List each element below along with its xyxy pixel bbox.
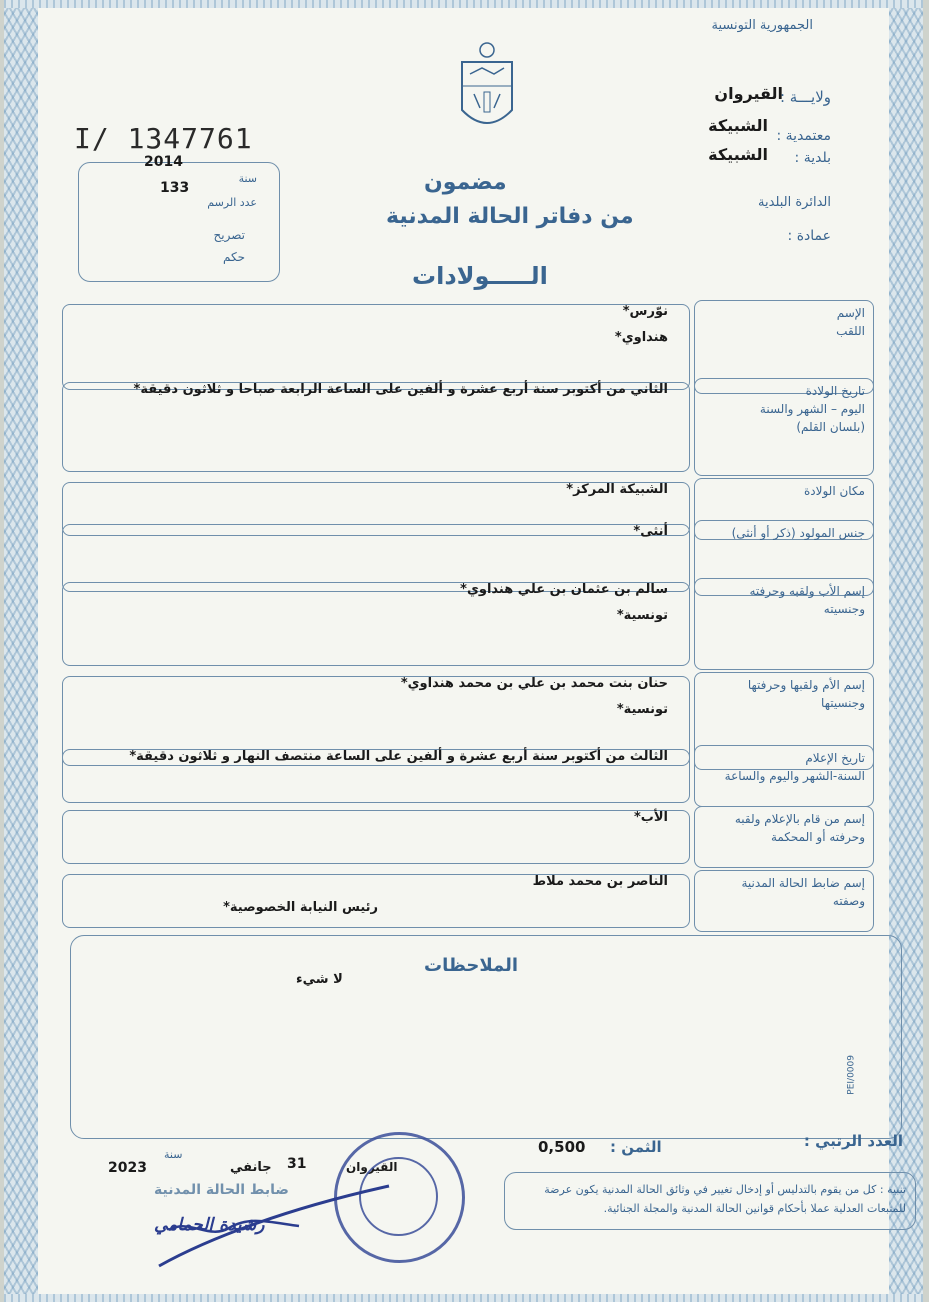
row-label: (بلسان القلم): [796, 420, 865, 434]
row-label: اليوم – الشهر والسنة: [759, 402, 865, 416]
row-label: اللقب: [836, 324, 865, 338]
row-value: الثاني من أكتوبر سنة أربع عشرة و ألفين على الساعة الرابعة صباحا و ثلاثون دقيقة*: [133, 382, 668, 397]
row-label: تاريخ الولادة: [805, 384, 865, 398]
security-border-left: [4, 0, 38, 1302]
remarks-value: لا شيء: [296, 972, 343, 987]
register-number-label: عدد الرسم: [207, 196, 257, 209]
row-value: تونسية*: [616, 702, 668, 717]
row-value: نوّرس*: [622, 304, 668, 319]
register-declaration-label: تصريح: [213, 228, 245, 242]
row-label: السنة-الشهر واليوم والساعة: [724, 769, 865, 783]
row-value: رئيس النيابة الخصوصية*: [223, 900, 378, 915]
row-label: تاريخ الإعلام: [805, 751, 865, 765]
footer-day: 31: [287, 1156, 307, 1172]
row-label: وجنسيته: [823, 602, 865, 616]
wilaya-value: القيروان: [714, 84, 783, 103]
register-judgment-label: حكم: [222, 250, 245, 264]
wilaya-label: ولايـــة :: [779, 88, 831, 106]
mutamadiya-value: الشبيكة: [708, 116, 768, 135]
baladiya-value: الشبيكة: [708, 145, 768, 164]
row-value-box: [62, 810, 690, 864]
row-value: الناصر بن محمد ملاط: [532, 874, 668, 889]
register-year-value: 2014: [144, 154, 183, 170]
republic-heading: الجمهورية التونسية: [711, 18, 813, 33]
row-label: وصفته: [832, 894, 865, 908]
row-value-box: [62, 304, 690, 390]
security-border-top: [4, 0, 923, 8]
row-label: الإسم: [836, 306, 865, 320]
daira-label: الدائرة البلدية: [758, 195, 831, 210]
register-year-label: سنة: [238, 172, 257, 185]
title-line2: من دفاتر الحالة المدنية: [386, 204, 634, 229]
row-value: أنثى*: [633, 524, 668, 539]
row-value: حنان بنت محمد بن علي بن محمد هنداوي*: [400, 676, 668, 691]
row-value: سالم بن عثمان بن علي هنداوي*: [460, 582, 668, 597]
row-value: الثالث من أكتوبر سنة أربع عشرة و ألفين على الساعة منتصف النهار و ثلاثون دقيقة*: [129, 749, 668, 764]
remarks-title: الملاحظات: [424, 955, 519, 976]
register-number-value: 133: [160, 180, 190, 196]
row-value: الأب*: [634, 810, 668, 825]
title-line1: مضمون: [424, 170, 507, 195]
row-label: إسم الأم ولقبها وحرفتها: [747, 678, 865, 692]
footer-place: القيروان: [346, 1160, 398, 1174]
row-value: الشبيكة المركز*: [566, 482, 668, 497]
row-value: هنداوي*: [614, 330, 668, 345]
side-code: PEI/0009: [847, 1055, 857, 1095]
section-title: الـــــولادات: [412, 262, 548, 290]
footer-month: جانفي: [230, 1160, 272, 1175]
price-value: 0,500: [538, 1138, 586, 1156]
row-label: وحرفته أو المحكمة: [770, 830, 865, 844]
row-value: تونسية*: [616, 608, 668, 623]
mutamadiya-label: معتمدية :: [776, 128, 831, 144]
row-label: إسم ضابط الحالة المدنية: [741, 876, 865, 890]
signature-name: رشيدة الحمامي: [154, 1215, 265, 1235]
price-label: الثمن :: [610, 1138, 662, 1156]
officer-title: ضابط الحالة المدنية: [154, 1182, 289, 1198]
imada-label: عمادة :: [787, 228, 831, 244]
baladiya-label: بلدية :: [794, 150, 831, 166]
serial-number: I/ 1347761: [74, 122, 253, 155]
row-label: جنس المولود (ذكر أو أنثى): [731, 526, 865, 540]
coat-of-arms-icon: [456, 40, 518, 140]
security-border-bottom: [4, 1294, 923, 1302]
row-label: إسم الأب ولقبه وحرفته: [749, 584, 865, 598]
footer-year: 2023: [108, 1160, 147, 1176]
order-number-label: العدد الرتبي :: [803, 1132, 903, 1150]
row-label: مكان الولادة: [803, 484, 865, 498]
row-label: إسم من قام بالإعلام ولقبه: [734, 812, 865, 826]
row-label: وجنسيتها: [821, 696, 865, 710]
footer-year-label: سنة: [164, 1148, 183, 1161]
warning-text: تنبيه : كل من يقوم بالتدليس أو إدخال تغيير في وثائق الحالة المدنية يكون عرضة للمتبعات العدلية عملا بأحكام قوانين الحالة المدنية والمجلة الجنائية.: [544, 1183, 906, 1215]
birth-certificate-page: [4, 0, 923, 1302]
